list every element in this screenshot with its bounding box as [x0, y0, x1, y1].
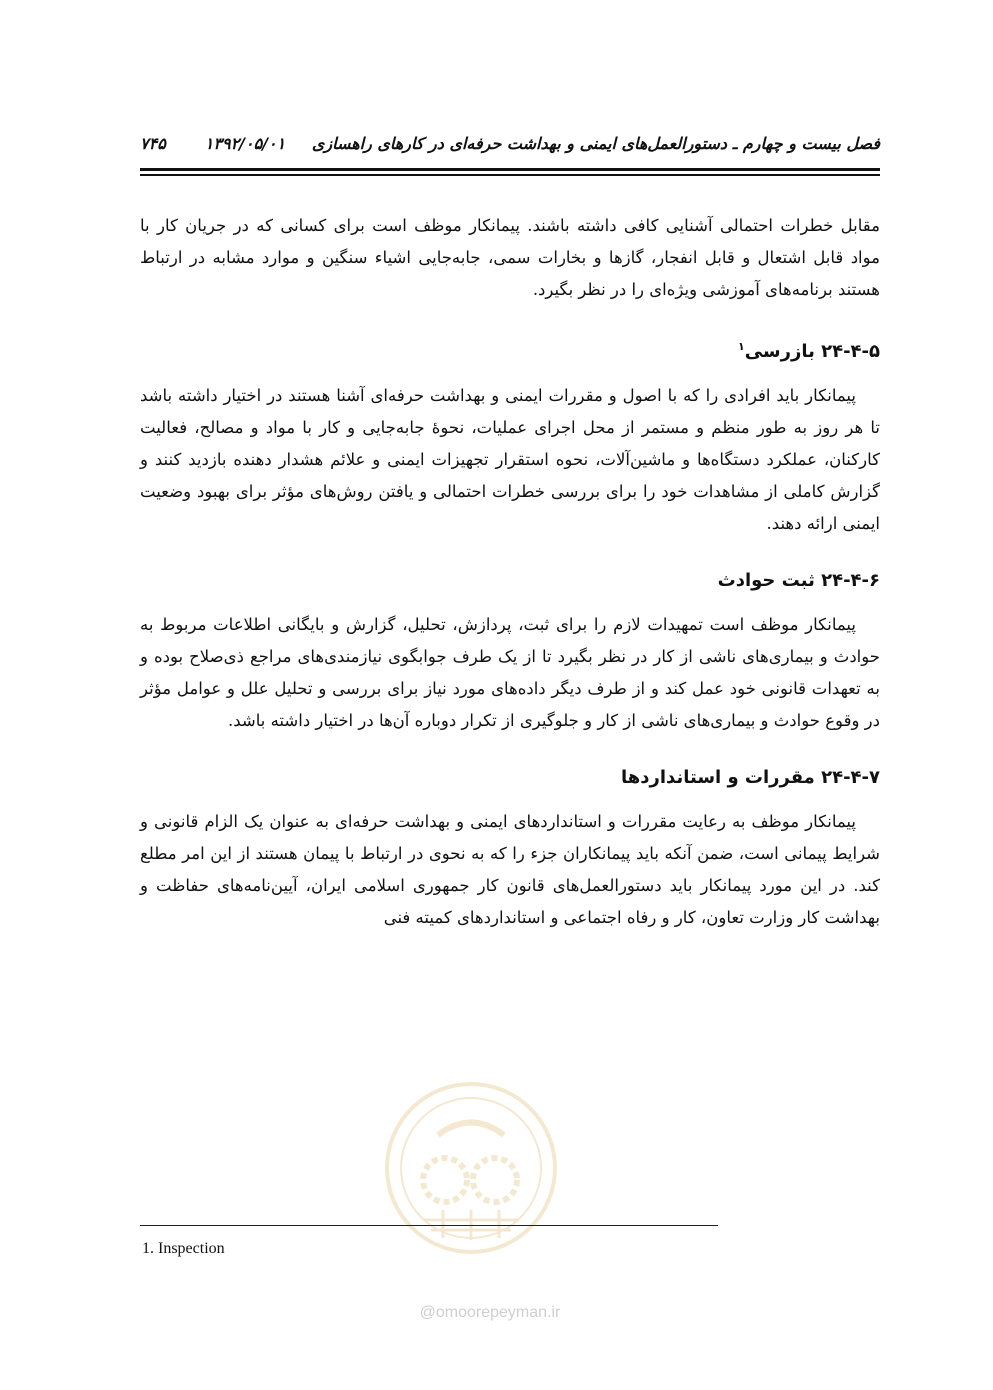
paragraph-continuation: مقابل خطرات احتمالی آشنایی کافی داشته باشند. پیمانکار موظف است برای کسانی که در جریان کار با مواد قابل اشتعال و قابل انفجار، گازها و بخارات سمی، جابه‌جایی اشیاء سنگین و موارد مشابه در ارتباط هستند برنامه‌های آموزشی ویژه‌ای را در نظر بگیرد. — [140, 216, 880, 299]
section-heading-inspection-text: ۲۴-۴-۵ بازرسی — [744, 341, 880, 362]
footnote-ref: ۱ — [737, 340, 745, 353]
header-rule-thick — [140, 168, 880, 171]
paragraph-regulations: پیمانکار موظف به رعایت مقررات و استانداردهای ایمنی و بهداشت حرفه‌ای به عنوان یک الزام قانونی و شرایط پیمانی است، ضمن آنکه باید پیمانکاران جزء را که به نحوی در ارتباط با پیمان هستند از این امر مطلع کند. در این مورد پیمانکار باید دستورالعمل‌های قانون کار جمهوری اسلامی ایران، آیین‌نامه‌های حفاظت و بهداشت کار وزارت تعاون، کار و رفاه اجتماعی و استانداردهای کمیته فنی — [140, 812, 880, 927]
page-body — [140, 210, 880, 934]
footnote-rule — [140, 1225, 718, 1226]
paragraph-accident-records: پیمانکار موظف است تمهیدات لازم را برای ثبت، پردازش، تحلیل، گزارش و بایگانی اطلاعات مربوط به حوادث و بیماری‌های ناشی از کار در نظر بگیرد تا از یک طرف جوابگوی نیازمندی‌های مراجع ذی‌صلاح بوده و به تعهدات قانونی خود عمل کند و از طرف دیگر داده‌های مورد نیاز برای بررسی و تحلیل علل و عوامل مؤثر در وقوع حوادث و بیماری‌های ناشی از کار و جلوگیری از تکرار دوباره آن‌ها در اختیار داشته باشد. — [140, 615, 880, 730]
section-heading-inspection — [140, 331, 880, 368]
running-header — [140, 128, 880, 158]
header-meta — [140, 134, 285, 153]
header-title: فصل بیست و چهارم ـ دستورالعمل‌های ایمنی و بهداشت حرفه‌ای در کارهای راهسازی — [311, 133, 880, 153]
paragraph-inspection: پیمانکار باید افرادی را که با اصول و مقررات ایمنی و بهداشت حرفه‌ای آشنا هستند در اختیار داشته باشد تا هر روز به طور منظم و مستمر از محل اجرای عملیات، نحوهٔ جابه‌جایی و کار با مواد و مصالح، فعالیت کارکنان، عملکرد دستگاه‌ها و ماشین‌آلات، نحوه استقرار تجهیزات ایمنی و علائم هشدار دهنده بازدید کنند و گزارش کاملی از مشاهدات خود را برای بررسی خطرات احتمالی و یافتن روش‌های مؤثر برای بهبود وضعیت ایمنی ارائه دهند. — [140, 386, 880, 533]
page-number: ۷۴۵ — [140, 133, 166, 153]
site-watermark: @omoorepeyman.ir — [419, 1304, 561, 1321]
section-heading-regulations: ۲۴-۴-۷ مقررات و استانداردها — [621, 767, 880, 788]
header-rule-thin — [140, 174, 880, 176]
seal-watermark — [383, 1080, 559, 1256]
header-date: ۱۳۹۲/۰۵/۰۱ — [204, 133, 286, 153]
footnote-inspection: 1. Inspection — [142, 1240, 225, 1257]
section-heading-accident-records: ۲۴-۴-۶ ثبت حوادث — [717, 570, 880, 591]
